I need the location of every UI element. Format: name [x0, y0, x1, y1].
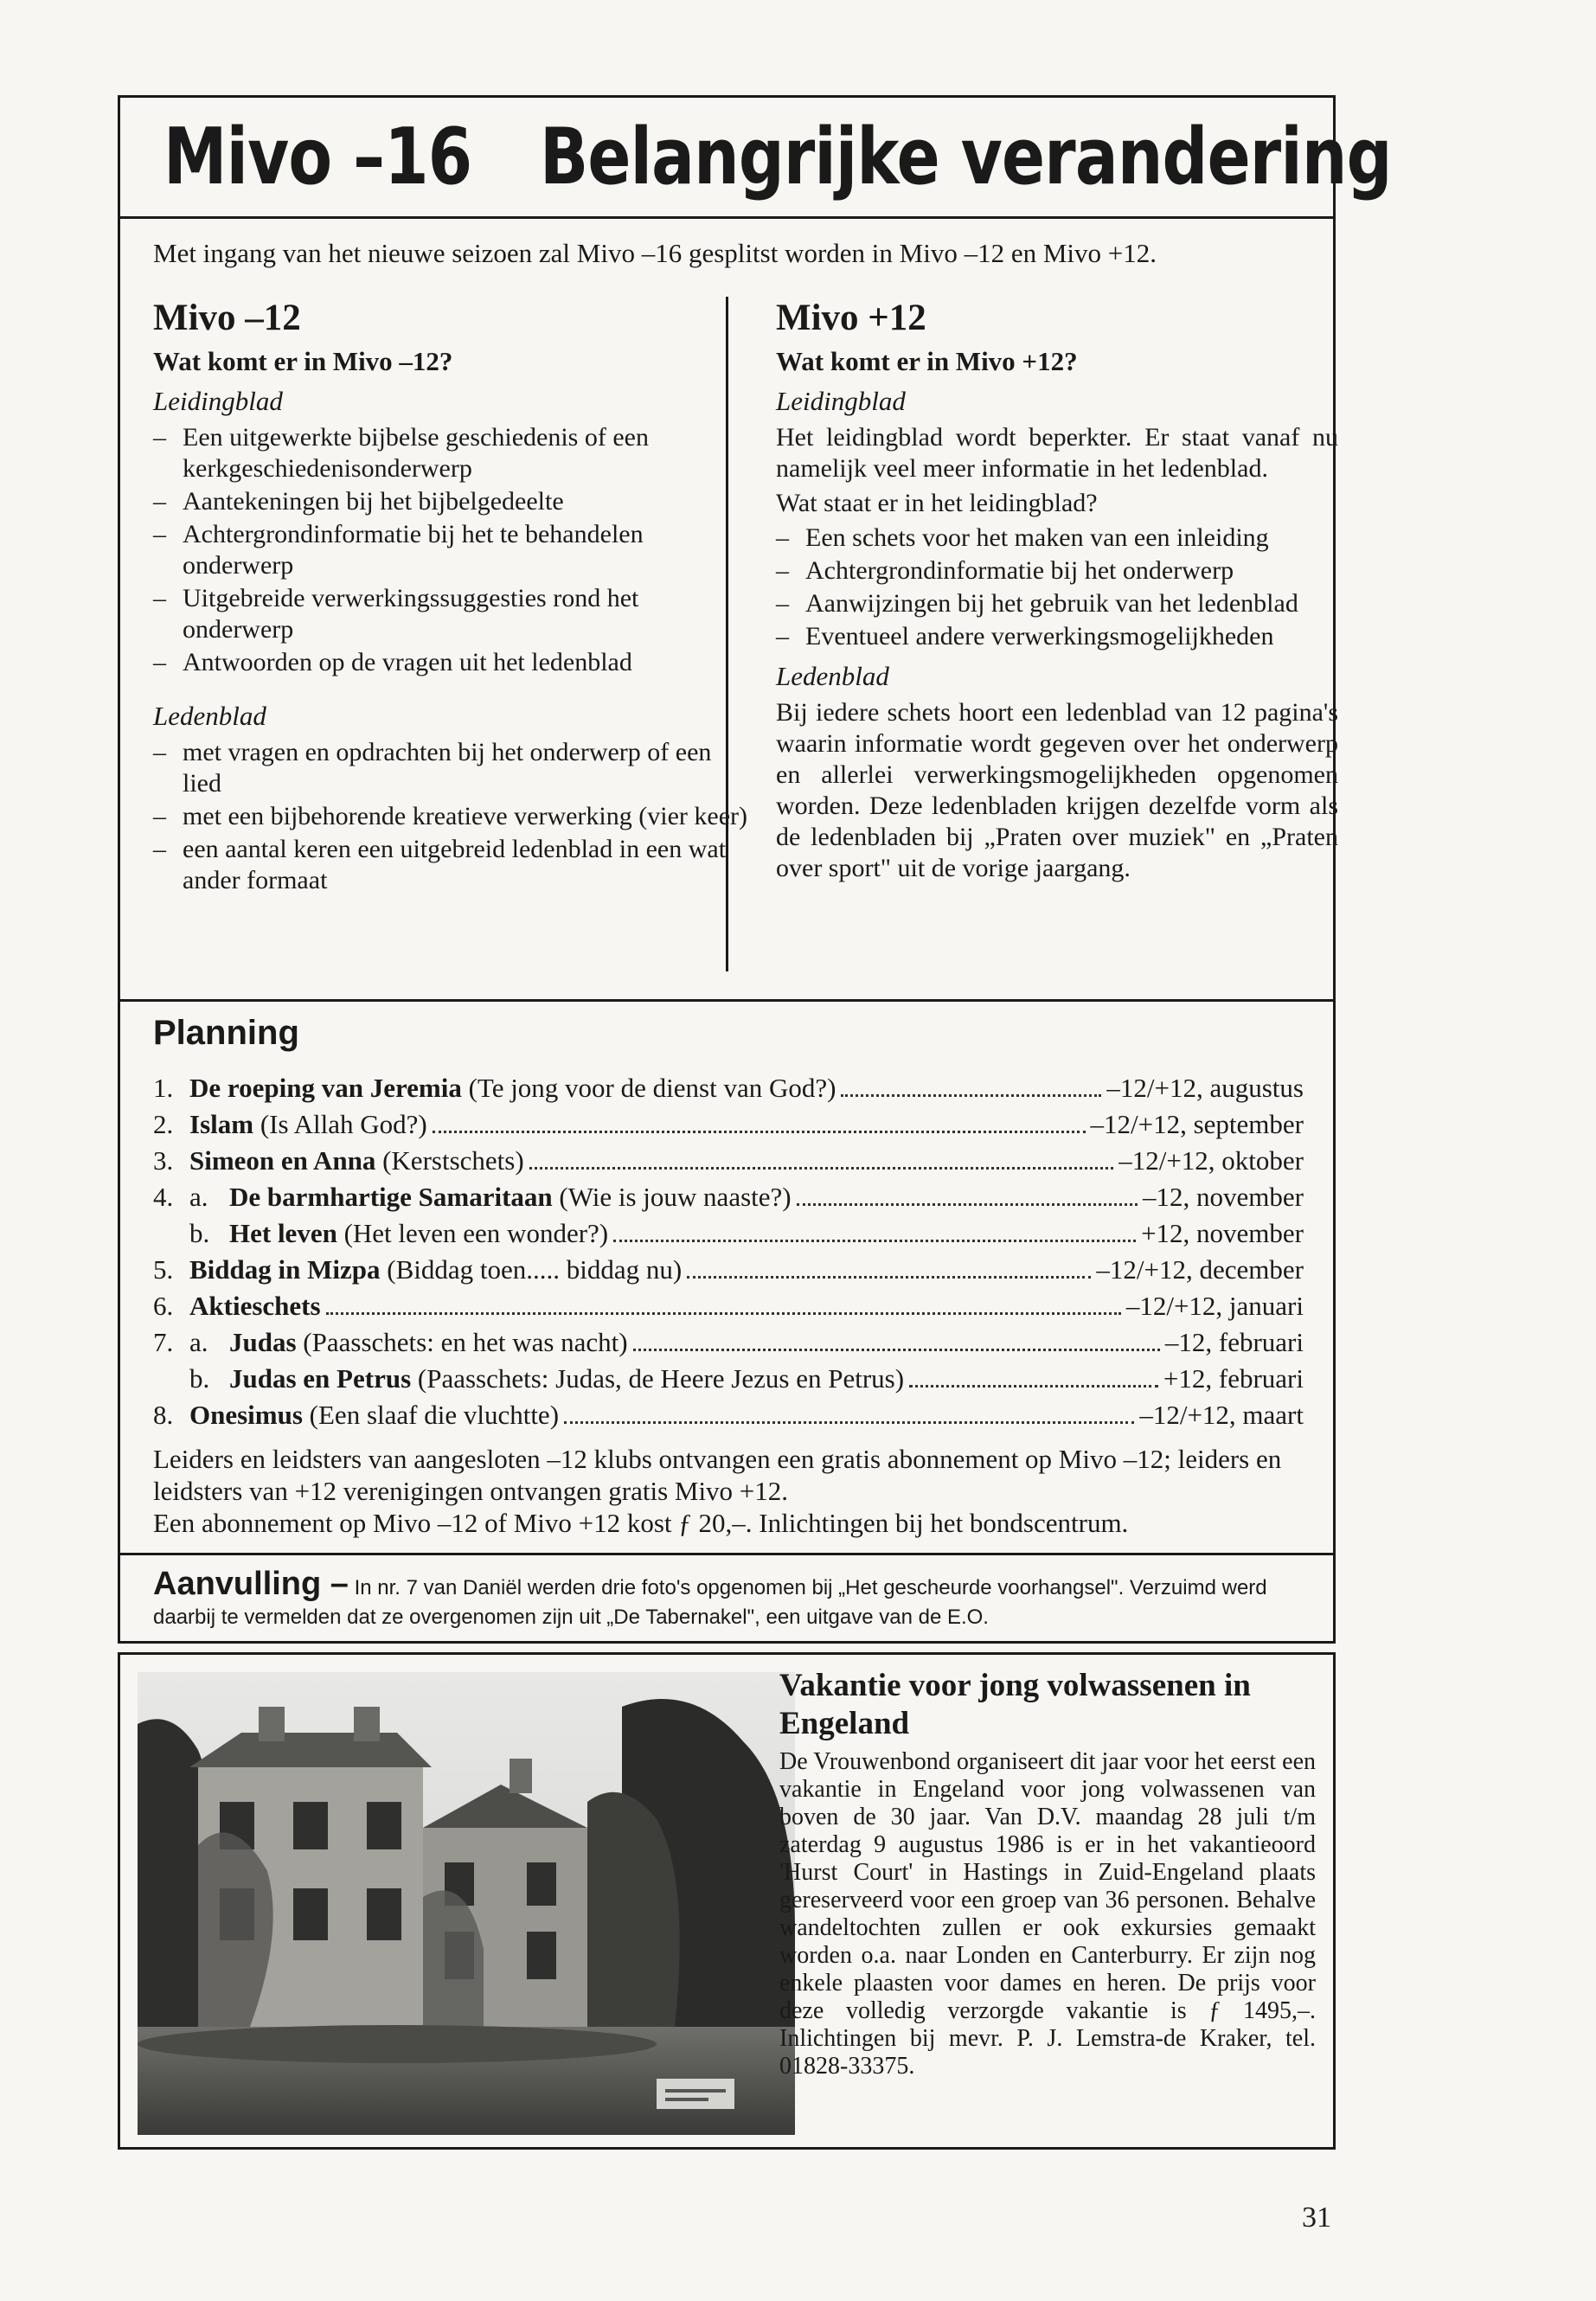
planning-row — [153, 1254, 1304, 1291]
dot-leader — [613, 1240, 1136, 1242]
row-subtitle: (Het leven een wonder?) — [337, 1218, 609, 1248]
row-date: –12, februari — [1164, 1327, 1304, 1357]
announcement-box — [118, 95, 1392, 1003]
row-subtitle: (Paasschets: en het was nacht) — [296, 1327, 628, 1357]
vakantie-body: De Vrouwenbond organiseert dit jaar voor het eerst een vakantie in Engeland voor jong volwassenen van boven de 30 jaar. Van D.V. maandag 28 juli t/m zaterdag 9 augustus 1986 is er in het vakantieoord 'Hurst Court' in Hastings in Zuid-Engeland plaats gereserveerd voor een groep van 36 personen. Behalve wandeltochten zullen er ook exkursies gemaakt worden o.a. naar Londen en Canterburry. Er zijn nog enkele plaasten voor dames en heren. De prijs voor deze volledig verzorgde vakantie is ƒ 1495,–. Inlichtingen bij mevr. P. J. Lemstra-de Kraker, tel. 01828-33375. — [779, 1748, 1316, 2080]
row-subject: De barmhartige Samaritaan — [229, 1182, 553, 1212]
list-item: – Antwoorden op de vragen uit het ledenblad — [153, 647, 750, 678]
row-sub-letter: a. — [189, 1327, 208, 1357]
planning-row — [153, 1363, 1304, 1400]
dot-leader — [687, 1276, 1091, 1279]
mivo-plus12-column — [750, 297, 1338, 888]
planning-row — [153, 1109, 1304, 1145]
dot-leader — [909, 1385, 1158, 1388]
house-photo — [138, 1672, 795, 2135]
note-line: Leiders en leidsters van aangesloten –12 klubs ontvangen een gratis abonnement op Mivo –12; leiders en leidsters van +12 verenigingen ontvangen gratis Mivo +12. — [153, 1444, 1282, 1506]
row-subject: Islam — [189, 1109, 254, 1139]
title-left: Mivo –16 — [163, 112, 472, 202]
row-number: 8. — [153, 1400, 174, 1430]
row-number: 5. — [153, 1254, 174, 1285]
row-sub-letter: b. — [189, 1363, 210, 1394]
planning-note — [153, 1443, 1312, 1539]
planning-row — [153, 1400, 1304, 1436]
row-subtitle: (Biddag toen..... biddag nu) — [380, 1254, 683, 1285]
list-item: – Een uitgewerkte bijbelse geschiedenis of een kerkgeschiedenisonderwerp — [153, 422, 750, 484]
leidingblad-list — [153, 422, 750, 678]
aanvulling-box — [118, 1553, 1336, 1644]
planning-row — [153, 1073, 1304, 1109]
row-date: –12, november — [1143, 1182, 1304, 1212]
list-item: – Achtergrondinformatie bij het te behandelen onderwerp — [153, 519, 750, 581]
note-line: Een abonnement op Mivo –12 of Mivo +12 kost ƒ 20,–. Inlichtingen bij het bondscentrum. — [153, 1508, 1129, 1538]
mivo-min12-column — [153, 297, 750, 898]
row-date: –12/+12, maart — [1139, 1400, 1304, 1430]
column-title: Mivo +12 — [776, 298, 926, 338]
ledenblad-text: Bij iedere schets hoort een ledenblad van 12 pagina's waarin informatie wordt gegeven over het onderwerp en allerlei verwerkingsmogelijkheden opgenomen worden. Deze ledenbladen krijgen dezelfde vorm als de ledenbladen bij „Praten over muziek" en „Praten over sport" uit de vorige jaargang. — [776, 698, 1338, 882]
row-date: +12, november — [1141, 1218, 1304, 1248]
row-number: 2. — [153, 1109, 174, 1139]
planning-row — [153, 1218, 1304, 1254]
ledenblad-label: Ledenblad — [153, 701, 266, 731]
row-sub-letter: b. — [189, 1218, 210, 1248]
row-number: 4. — [153, 1182, 174, 1212]
planning-row — [153, 1327, 1304, 1363]
list-item: – met een bijbehorende kreatieve verwerking (vier keer) — [153, 801, 750, 832]
row-subtitle: (Kerstschets) — [375, 1145, 524, 1176]
row-date: –12/+12, december — [1096, 1254, 1304, 1285]
planning-title: Planning — [153, 1014, 299, 1052]
row-subject: Simeon en Anna — [189, 1145, 376, 1176]
planning-list — [153, 1073, 1304, 1436]
dot-leader — [633, 1349, 1160, 1351]
row-sub-letter: a. — [189, 1182, 208, 1212]
vakantie-box — [118, 1652, 1336, 2150]
row-date: –12/+12, oktober — [1118, 1145, 1304, 1176]
column-title: Mivo –12 — [153, 298, 301, 338]
row-date: +12, februari — [1163, 1363, 1304, 1394]
leidingblad-text: Het leidingblad wordt beperkter. Er staat vanaf nu namelijk veel meer informatie in het ledenblad. — [776, 423, 1338, 483]
row-subject: Biddag in Mizpa — [189, 1254, 381, 1285]
row-subject: Aktieschets — [189, 1291, 321, 1321]
list-item: – Aanwijzingen bij het gebruik van het ledenblad — [776, 588, 1338, 619]
row-subject: Onesimus — [189, 1400, 303, 1430]
row-date: –12/+12, september — [1090, 1109, 1304, 1139]
dot-leader — [433, 1131, 1086, 1133]
dot-leader — [326, 1312, 1121, 1315]
dot-leader — [564, 1421, 1134, 1424]
row-number: 7. — [153, 1327, 174, 1357]
ledenblad-label: Ledenblad — [776, 661, 889, 691]
leidingblad-label: Leidingblad — [776, 386, 906, 416]
leidingblad-label: Leidingblad — [153, 386, 283, 416]
page-number: 31 — [1302, 2202, 1331, 2234]
aanvulling-heading: Aanvulling – — [153, 1566, 349, 1602]
list-item: – Aantekeningen bij het bijbelgedeelte — [153, 486, 750, 517]
column-question: Wat komt er in Mivo –12? — [153, 346, 453, 376]
leidingblad-question: Wat staat er in het leidingblad? — [776, 489, 1098, 517]
row-number: 3. — [153, 1145, 174, 1176]
planning-box — [118, 999, 1336, 1555]
row-subtitle: (Paasschets: Judas, de Heere Jezus en Petrus) — [411, 1363, 905, 1394]
list-item: – Achtergrondinformatie bij het onderwerp — [776, 555, 1338, 586]
title-right: Belangrijke verandering — [539, 112, 1392, 202]
leidingblad-list — [776, 522, 1338, 652]
dot-leader — [797, 1203, 1138, 1206]
column-question: Wat komt er in Mivo +12? — [776, 346, 1078, 376]
row-subject: De roeping van Jeremia — [189, 1073, 462, 1103]
ledenblad-list — [153, 737, 750, 896]
row-date: –12/+12, januari — [1125, 1291, 1304, 1321]
row-subtitle: (Te jong voor de dienst van God?) — [461, 1073, 836, 1103]
list-item: – Een schets voor het maken van een inleiding — [776, 522, 1338, 554]
list-item: – Eventueel andere verwerkingsmogelijkheden — [776, 621, 1338, 652]
row-subject: Het leven — [229, 1218, 337, 1248]
intro-text: Met ingang van het nieuwe seizoen zal Mivo –16 gesplitst worden in Mivo –12 en Mivo +12. — [153, 238, 1157, 268]
vakantie-title: Vakantie voor jong volwassenen in Engeland — [779, 1668, 1251, 1741]
planning-row — [153, 1291, 1304, 1327]
list-item: – met vragen en opdrachten bij het onderwerp of een lied — [153, 737, 750, 799]
row-date: –12/+12, augustus — [1106, 1073, 1304, 1103]
title-bar — [120, 98, 1392, 219]
row-subject: Judas — [229, 1327, 297, 1357]
row-subtitle: (Is Allah God?) — [253, 1109, 427, 1139]
row-number: 1. — [153, 1073, 174, 1103]
list-item: – Uitgebreide verwerkingssuggesties rond het onderwerp — [153, 583, 750, 645]
list-item: – een aantal keren een uitgebreid ledenblad in een wat ander formaat — [153, 834, 750, 896]
dot-leader — [529, 1167, 1114, 1170]
planning-row — [153, 1145, 1304, 1182]
row-subtitle: (Wie is jouw naaste?) — [552, 1182, 792, 1212]
aanvulling-text: In nr. 7 van Daniël werden drie foto's opgenomen bij „Het gescheurde voorhangsel". Verzuimd werd daarbij te vermelden dat ze overgenomen zijn uit „De Tabernakel", een uitgave van de E.O. — [153, 1576, 1267, 1629]
house-photo-illustration — [138, 1672, 795, 2135]
row-number: 6. — [153, 1291, 174, 1321]
row-subtitle: (Een slaaf die vluchtte) — [302, 1400, 560, 1430]
dot-leader — [841, 1094, 1101, 1097]
row-subject: Judas en Petrus — [229, 1363, 412, 1394]
planning-row — [153, 1182, 1304, 1218]
